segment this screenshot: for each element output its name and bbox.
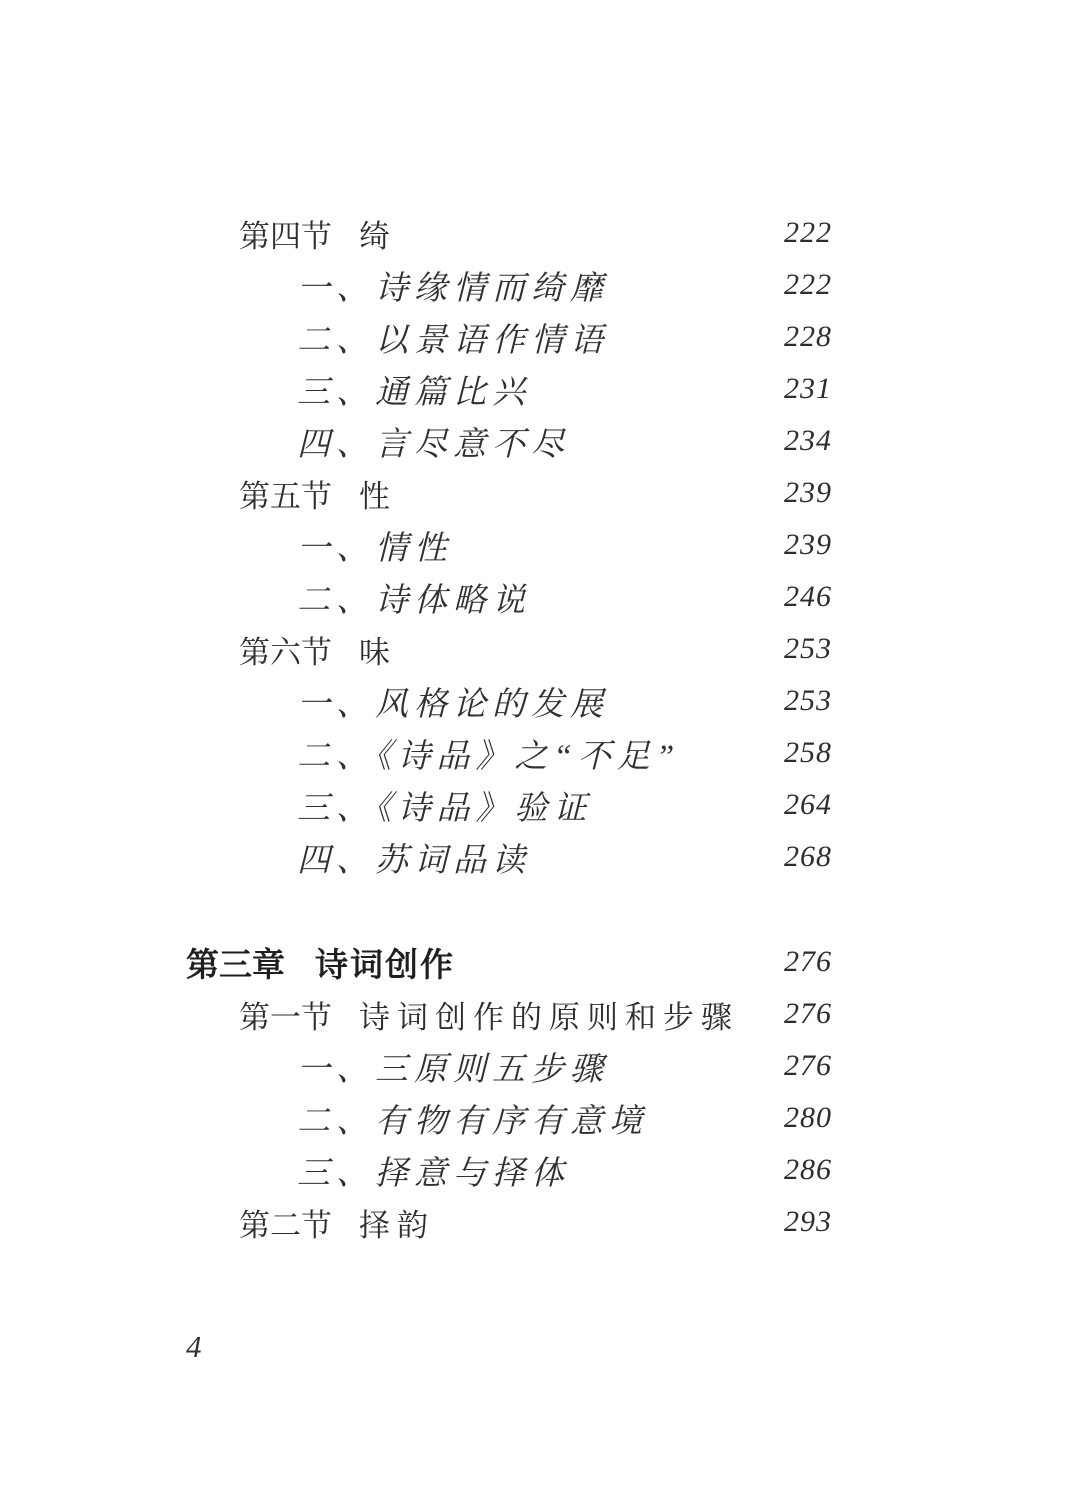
toc-entry-page: 253 bbox=[784, 684, 832, 717]
toc-entry-page: 268 bbox=[784, 840, 832, 873]
toc-entry-label bbox=[239, 211, 397, 256]
toc-entry-label: 一、三原则五步骤 bbox=[297, 1051, 609, 1088]
toc-entry-title: 择韵 bbox=[359, 1207, 435, 1243]
toc-entry-page: 239 bbox=[784, 528, 832, 561]
toc-entry-prefix: 第一节 bbox=[239, 999, 332, 1035]
toc-row bbox=[0, 259, 832, 311]
toc-entry-title: 味 bbox=[359, 634, 397, 670]
toc-row bbox=[0, 1040, 832, 1092]
toc-entry-page: 293 bbox=[784, 1205, 832, 1238]
toc-entry-label: 一、情性 bbox=[297, 530, 453, 567]
toc-entry-page: 231 bbox=[784, 372, 832, 405]
toc-row bbox=[0, 623, 832, 675]
toc-entry-label: 三、通篇比兴 bbox=[297, 374, 531, 411]
toc-entry-prefix: 第三章 bbox=[186, 945, 285, 983]
section-gap bbox=[0, 883, 832, 936]
toc-entry-prefix: 第六节 bbox=[239, 634, 332, 670]
toc-entry-page: 246 bbox=[784, 580, 832, 613]
toc-row bbox=[0, 571, 832, 623]
toc-entry-page: 222 bbox=[784, 268, 832, 301]
toc-entry-label: 三、《诗品》验证 bbox=[297, 790, 593, 827]
toc-entry-title: 诗词创作 bbox=[315, 945, 455, 983]
toc-entry-page: 264 bbox=[784, 788, 832, 821]
toc-entry-page: 286 bbox=[784, 1153, 832, 1186]
toc-entry-page: 276 bbox=[784, 945, 832, 978]
toc-entry-page: 276 bbox=[784, 997, 832, 1030]
toc-row bbox=[0, 363, 832, 415]
toc-row bbox=[0, 675, 832, 727]
folio-page-number: 4 bbox=[186, 1329, 202, 1364]
toc-entry-page: 222 bbox=[784, 216, 832, 249]
toc-row bbox=[0, 831, 832, 883]
toc-entry-prefix: 第五节 bbox=[239, 478, 332, 514]
toc-row bbox=[0, 519, 832, 571]
toc-entry-page: 228 bbox=[784, 320, 832, 353]
toc-entry-page: 280 bbox=[784, 1101, 832, 1134]
toc-entry-page: 276 bbox=[784, 1049, 832, 1082]
toc-entry-label bbox=[239, 471, 397, 516]
toc-entry-label: 一、风格论的发展 bbox=[297, 686, 609, 723]
toc-row bbox=[0, 779, 832, 831]
toc-row bbox=[0, 207, 832, 259]
toc-entry-page: 253 bbox=[784, 632, 832, 665]
toc-row bbox=[0, 988, 832, 1040]
toc-entry-label: 四、苏词品读 bbox=[297, 842, 531, 879]
toc-entry-page: 234 bbox=[784, 424, 832, 457]
toc-entry-label: 一、诗缘情而绮靡 bbox=[297, 270, 609, 307]
toc-entry-label bbox=[186, 939, 455, 986]
toc-entry-prefix: 第四节 bbox=[239, 218, 332, 254]
toc-row bbox=[0, 311, 832, 363]
toc-row bbox=[0, 415, 832, 467]
toc-entry-label: 二、以景语作情语 bbox=[297, 322, 609, 359]
toc-entry-prefix: 第二节 bbox=[239, 1207, 332, 1243]
toc-entry-label bbox=[239, 627, 397, 672]
toc-entry-label: 三、择意与择体 bbox=[297, 1155, 570, 1192]
toc-entry-label bbox=[239, 1200, 435, 1245]
table-of-contents bbox=[0, 207, 832, 1248]
toc-entry-label: 二、《诗品》之“不足” bbox=[297, 738, 681, 775]
toc-entry-page: 239 bbox=[784, 476, 832, 509]
toc-entry-label: 二、有物有序有意境 bbox=[297, 1103, 648, 1140]
toc-row bbox=[0, 1144, 832, 1196]
toc-entry-label bbox=[239, 992, 739, 1037]
toc-entry-title: 诗词创作的原则和步骤 bbox=[359, 999, 739, 1035]
toc-entry-page: 258 bbox=[784, 736, 832, 769]
toc-row bbox=[0, 727, 832, 779]
toc-entry-title: 性 bbox=[359, 478, 397, 514]
toc-entry-label: 四、言尽意不尽 bbox=[297, 426, 570, 463]
toc-row bbox=[0, 467, 832, 519]
toc-row bbox=[0, 1196, 832, 1248]
toc-row bbox=[0, 1092, 832, 1144]
toc-entry-title: 绮 bbox=[359, 218, 397, 254]
toc-row bbox=[0, 936, 832, 988]
toc-entry-label: 二、诗体略说 bbox=[297, 582, 531, 619]
